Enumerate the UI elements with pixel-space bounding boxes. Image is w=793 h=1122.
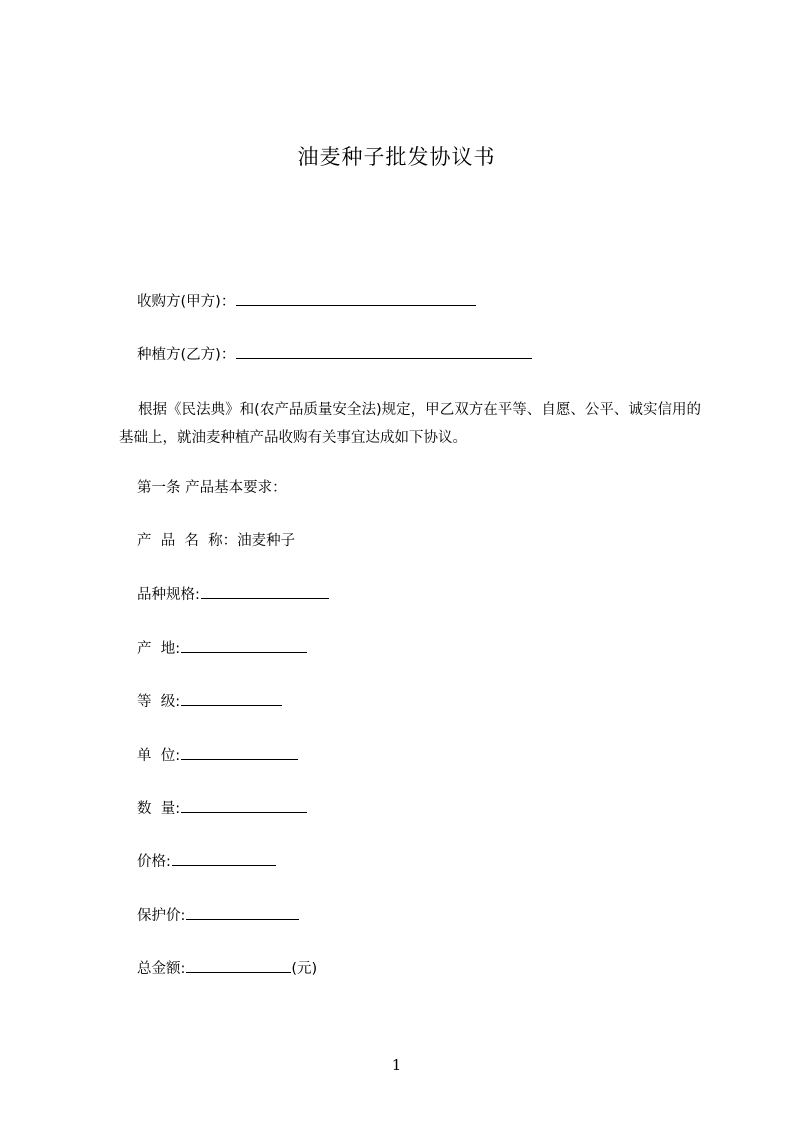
quantity-label: 数 量: [137, 801, 181, 817]
unit-blank[interactable] [181, 745, 298, 760]
protective-price-blank[interactable] [186, 905, 299, 920]
total-amount-blank[interactable] [186, 958, 291, 973]
party-a-line [137, 291, 476, 312]
party-b-label: 种植方(乙方)： [137, 347, 236, 363]
party-b-line [137, 344, 532, 365]
variety-spec-line [137, 584, 329, 605]
quantity-line [137, 798, 307, 819]
price-label: 价格: [137, 854, 171, 870]
party-a-blank[interactable] [236, 291, 476, 306]
price-blank[interactable] [172, 851, 276, 866]
document-title: 油麦种子批发协议书 [297, 145, 496, 169]
article-1-heading: 第一条 产品基本要求： [137, 480, 287, 496]
party-a-label: 收购方(甲方)： [137, 294, 236, 310]
origin-line [137, 638, 307, 659]
origin-blank[interactable] [181, 638, 307, 653]
protective-price-line [137, 905, 299, 926]
unit-line [137, 745, 298, 766]
total-amount-line [137, 958, 317, 979]
grade-line [137, 691, 282, 712]
quantity-blank[interactable] [181, 798, 307, 813]
total-amount-suffix: (元) [291, 961, 318, 977]
grade-blank[interactable] [181, 691, 282, 706]
party-b-blank[interactable] [236, 344, 532, 359]
variety-spec-label: 品种规格: [137, 587, 200, 603]
variety-spec-blank[interactable] [201, 584, 329, 599]
protective-price-label: 保护价: [137, 908, 186, 924]
unit-label: 单 位: [137, 748, 181, 764]
product-name-value: 油麦种子 [237, 533, 296, 549]
total-amount-label: 总金额: [137, 961, 186, 977]
price-line [137, 851, 276, 872]
origin-label: 产 地: [137, 641, 181, 657]
page-number: 1 [391, 1056, 402, 1074]
product-name-label: 产 品 名 称： [137, 533, 238, 549]
intro-paragraph: 根据《民法典》和(农产品质量安全法)规定，甲乙双方在平等、自愿、公平、诚实信用的基础上，就油麦种植产品收购有关事宜达成如下协议。 [119, 402, 701, 446]
grade-label: 等 级: [137, 694, 181, 710]
product-name-line [137, 531, 295, 551]
